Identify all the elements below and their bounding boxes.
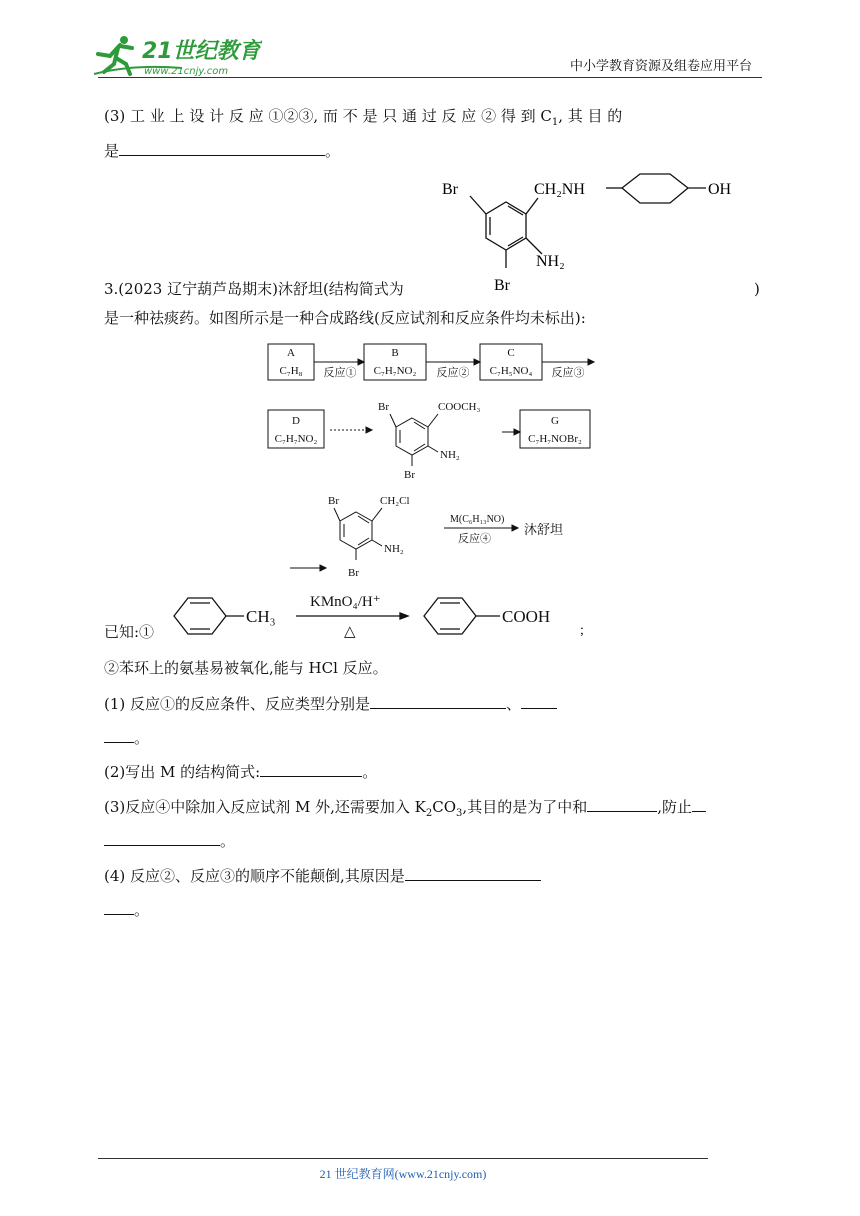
q3-part4-line2 (104, 900, 149, 920)
box-a-label: A (287, 347, 295, 359)
ambroxol-oh: OH (708, 181, 732, 198)
ambroxol-cyclohexane-ring (622, 174, 688, 203)
q3-part1-blank2-cont[interactable] (104, 728, 134, 743)
arrow3-label: 反应③ (551, 367, 585, 379)
product-label: 沐舒坦 (524, 522, 564, 537)
arrow4-top-label: M(C₆H₁₃NO) (450, 514, 505, 525)
q3-part1-blank1[interactable] (370, 694, 506, 709)
q2-part3-line2 (104, 141, 340, 161)
chloride-group: CH₂Cl (380, 495, 410, 507)
chloride-nh2: NH₂ (384, 543, 404, 555)
ambroxol-nh2: NH₂ (536, 253, 565, 270)
q3-part3-blank2-cont[interactable] (104, 831, 220, 846)
arrow2-label: 反应② (436, 367, 470, 379)
q2-part3-line1 (104, 106, 764, 133)
q3-part3-sub-2: 2 (425, 808, 433, 819)
box-c-label: C (507, 347, 515, 359)
q3-part1-blank2[interactable] (521, 694, 557, 709)
box-g-formula: C₇H₇NOBr₂ (528, 433, 582, 445)
q3-part1-line2 (104, 728, 149, 748)
q3-part3-text-a: (3)反应④中除加入反应试剂 M 外,还需要加入 K (104, 798, 426, 816)
logo-url-text: www.21cnjy.com (144, 66, 229, 77)
ester-br-bottom: Br (404, 469, 415, 481)
q3-part2-text: (2)写出 M 的结构简式: (104, 763, 261, 781)
box-b-formula: C₇H₇NO₂ (373, 365, 417, 377)
q3-stem-close: ) (754, 280, 760, 298)
chloride-br-top: Br (328, 495, 339, 507)
header-divider (98, 77, 762, 78)
box-b-label: B (391, 347, 399, 359)
q2-part3-sub: 1 (551, 117, 559, 128)
q3-part2-end: 。 (362, 763, 378, 781)
q3-part1-line1 (104, 694, 557, 714)
logo (92, 34, 262, 78)
logo-figure-head (120, 36, 128, 44)
q3-part4-line1 (104, 866, 541, 886)
q2-part3-tail: , 其 目 的 (558, 107, 623, 125)
q3-part4-text: (4) 反应②、反应③的顺序不能颠倒,其原因是 (104, 867, 405, 885)
q3-part3-co: CO (432, 798, 457, 816)
footer-text[interactable]: 21 世纪教育网(www.21cnjy.com) (319, 1167, 487, 1181)
condition-label: △ (344, 624, 356, 640)
header (0, 0, 860, 80)
ambroxol-br-bottom: Br (494, 277, 510, 294)
box-d-formula: C₇H₇NO₂ (274, 433, 318, 445)
q3-part4-end: 。 (134, 901, 150, 919)
q3-part4-blank-cont[interactable] (104, 900, 134, 915)
q3-stem-line1: 3.(2023 辽宁葫芦岛期末)沐舒坦(结构简式为 (104, 280, 404, 298)
q3-part1-end: 。 (134, 729, 150, 747)
ester-nh2: NH₂ (440, 449, 460, 461)
q3-part3-text-b: ,其目的是为了中和 (462, 798, 588, 816)
ester-ring (396, 418, 428, 455)
ambroxol-benzene-ring (486, 202, 526, 250)
box-g-label: G (551, 415, 559, 427)
q3-part2-blank[interactable] (260, 762, 362, 777)
synthesis-scheme (262, 338, 602, 584)
q3-part3-sub-3: 3 (456, 808, 463, 819)
q2-part3-prefix: 是 (104, 142, 120, 160)
q3-stem-line2: 是一种祛痰药。如图所示是一种合成路线(反应试剂和反应条件均未标出): (104, 309, 586, 327)
footer-divider (98, 1158, 708, 1159)
q2-part3-text: (3) 工 业 上 设 计 反 应 ①②③, 而 不 是 只 通 过 反 应 ② 得 到 C (104, 107, 552, 125)
q3-part3-blank1[interactable] (587, 797, 657, 812)
known-item2: ②苯环上的氨基易被氧化,能与 HCl 反应。 (104, 659, 388, 677)
ester-group: COOCH₃ (438, 401, 481, 413)
ambroxol-structure (438, 170, 758, 298)
chloride-ring (340, 512, 372, 549)
header-right-text: 中小学教育资源及组卷应用平台 (570, 59, 753, 74)
q2-answer-blank[interactable] (119, 141, 325, 156)
box-c-formula: C₇H₅NO₄ (489, 365, 533, 377)
ch3-label: CH₃ (246, 607, 276, 626)
cooh-label: COOH (502, 607, 551, 626)
ambroxol-br-top: Br (442, 181, 458, 198)
q3-part1-text: (1) 反应①的反应条件、反应类型分别是 (104, 695, 371, 713)
q3-part3-end: 。 (220, 832, 236, 850)
reagent-label: KMnO₄/H⁺ (310, 594, 381, 610)
ambroxol-ch2nh: CH₂NH (534, 181, 585, 198)
q3-part3-blank2[interactable] (692, 797, 706, 812)
box-d-label: D (292, 415, 300, 427)
q2-part3-suffix: 。 (325, 142, 341, 160)
known-reaction (160, 588, 600, 644)
q3-part1-sep: 、 (506, 695, 522, 713)
arrow4-bottom-label: 反应④ (458, 533, 491, 545)
chloride-br-bottom: Br (348, 567, 359, 579)
arrow1-label: 反应① (323, 367, 357, 379)
logo-text: 21世纪教育 (142, 39, 261, 64)
q3-part3-line2 (104, 831, 235, 851)
box-a-formula: C₇H₈ (279, 365, 303, 377)
q3-part3-line1 (104, 797, 706, 824)
q3-part3-text-c: ,防止 (657, 798, 692, 816)
q3-part4-blank[interactable] (405, 866, 541, 881)
ester-br-top: Br (378, 401, 389, 413)
known-end: ; (580, 623, 584, 638)
q3-part2 (104, 762, 377, 782)
known-prefix: 已知:① (104, 623, 155, 641)
